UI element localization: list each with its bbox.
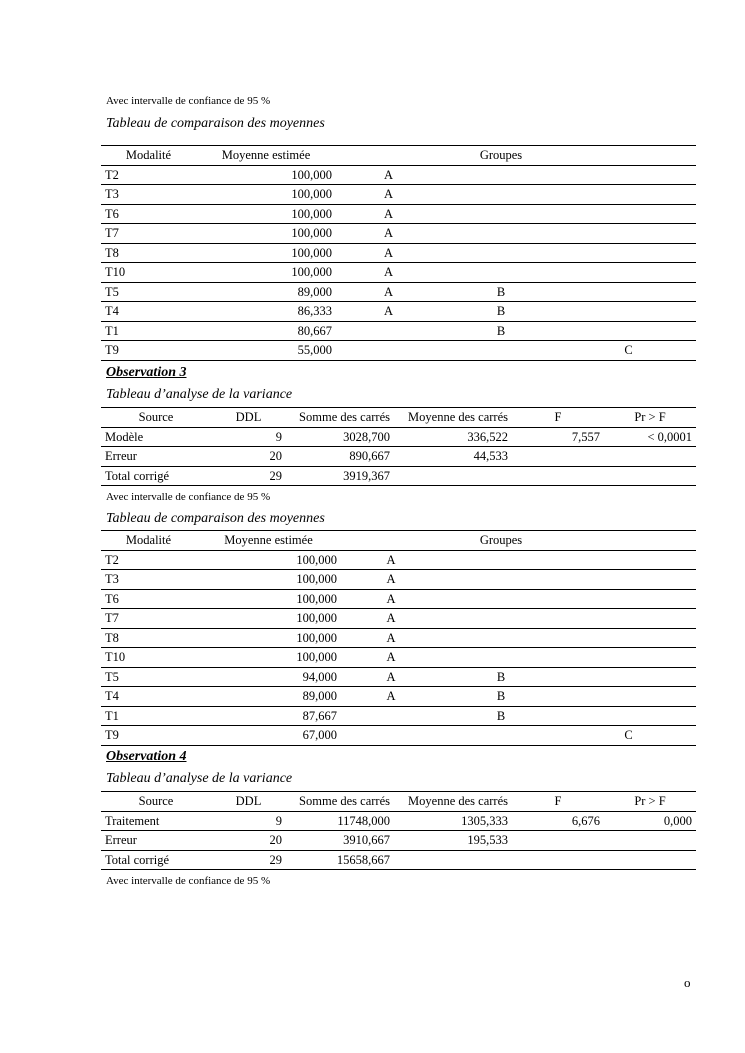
cell-group-c [561,570,696,590]
cell-modalite: T4 [101,302,196,322]
header-ddl: DDL [211,408,286,428]
cell-ddl: 20 [211,831,286,851]
cell-group-c [561,224,696,244]
comparison-caption: Tableau de comparaison des moyennes [106,116,325,131]
cell-group-a: A [336,282,441,302]
table-row [101,726,696,746]
cell-group-a: A [336,243,441,263]
header-sc: Somme des carrés [286,792,394,812]
cell-group-b [441,341,561,361]
cell-group-a [336,341,441,361]
table-row [101,706,696,726]
cell-modalite: T7 [101,609,196,629]
cell-moyenne: 100,000 [196,648,341,668]
cell-group-a: A [341,550,441,570]
cell-mc [394,850,512,870]
cell-modalite: T1 [101,706,196,726]
cell-source: Total corrigé [101,466,211,486]
header-sc: Somme des carrés [286,408,394,428]
cell-p [604,447,696,467]
table-row [101,687,696,707]
header-groupes: Groupes [441,146,561,166]
table-row [101,341,696,361]
cell-group-a: A [341,628,441,648]
table-row [101,667,696,687]
header-ddl: DDL [211,792,286,812]
cell-sc: 3910,667 [286,831,394,851]
table-row [101,648,696,668]
cell-sc: 3919,367 [286,466,394,486]
cell-f [512,850,604,870]
table-row [101,466,696,486]
table-row [101,185,696,205]
cell-group-b [441,628,561,648]
anova-header-row [101,408,696,428]
confidence-note-4: Avec intervalle de confiance de 95 % [106,875,271,887]
table-row [101,850,696,870]
cell-moyenne: 100,000 [196,263,336,283]
cell-modalite: T8 [101,628,196,648]
cell-group-c [561,589,696,609]
table-row [101,282,696,302]
cell-sc: 890,667 [286,447,394,467]
cell-moyenne: 87,667 [196,706,341,726]
cell-group-a: A [336,263,441,283]
header-modalite: Modalité [101,531,196,551]
cell-ddl: 9 [211,811,286,831]
cell-group-c [561,263,696,283]
cell-modalite: T10 [101,263,196,283]
cell-modalite: T4 [101,687,196,707]
cell-moyenne: 100,000 [196,589,341,609]
cell-modalite: T7 [101,224,196,244]
cell-modalite: T6 [101,589,196,609]
cell-group-a [336,321,441,341]
cell-source: Traitement [101,811,211,831]
cell-modalite: T5 [101,282,196,302]
cell-group-a [341,706,441,726]
cell-group-b: B [441,282,561,302]
anova-caption-4: Tableau d’analyse de la variance [106,771,293,786]
cell-group-c [561,321,696,341]
table-row [101,831,696,851]
cell-group-c [561,706,696,726]
header-source: Source [101,408,211,428]
comparison-table-1 [101,145,696,361]
table-row [101,302,696,322]
comparison-table-2 [101,530,696,746]
cell-f: 6,676 [512,811,604,831]
cell-group-b [441,589,561,609]
cell-group-a [341,726,441,746]
cell-group-a: A [341,570,441,590]
cell-group-b [441,224,561,244]
cell-group-c [561,628,696,648]
cell-group-c: C [561,341,696,361]
cell-modalite: T9 [101,341,196,361]
cell-p: < 0,0001 [604,427,696,447]
cell-sc: 3028,700 [286,427,394,447]
cell-moyenne: 100,000 [196,185,336,205]
cell-ddl: 9 [211,427,286,447]
cell-sc: 15658,667 [286,850,394,870]
table-row [101,570,696,590]
table-row [101,609,696,629]
cell-moyenne: 80,667 [196,321,336,341]
cell-moyenne: 86,333 [196,302,336,322]
cell-moyenne: 100,000 [196,609,341,629]
cell-group-a: A [336,185,441,205]
cell-moyenne: 100,000 [196,204,336,224]
cell-moyenne: 67,000 [196,726,341,746]
comparison-caption-3: Tableau de comparaison des moyennes [106,511,325,526]
table-row [101,589,696,609]
cell-group-c [561,667,696,687]
cell-moyenne: 100,000 [196,165,336,185]
comparison-header-row [101,531,696,551]
cell-p [604,831,696,851]
confidence-note-3: Avec intervalle de confiance de 95 % [106,491,271,503]
cell-group-c [561,282,696,302]
cell-moyenne: 100,000 [196,243,336,263]
observation-4-title: Observation 4 [106,749,187,764]
cell-group-b: B [441,302,561,322]
cell-group-c [561,687,696,707]
cell-mc: 1305,333 [394,811,512,831]
table-row [101,224,696,244]
cell-moyenne: 100,000 [196,550,341,570]
cell-group-b [441,165,561,185]
cell-group-c [561,185,696,205]
cell-group-a: A [341,687,441,707]
confidence-note: Avec intervalle de confiance de 95 % [106,95,271,107]
header-p: Pr > F [604,408,696,428]
cell-modalite: T3 [101,185,196,205]
cell-source: Erreur [101,447,211,467]
cell-group-b [441,570,561,590]
cell-moyenne: 89,000 [196,687,341,707]
anova-table-4 [101,791,696,870]
table-row [101,204,696,224]
cell-mc: 195,533 [394,831,512,851]
cell-group-b: B [441,321,561,341]
cell-group-b: B [441,687,561,707]
cell-group-b: B [441,706,561,726]
header-mc: Moyenne des carrés [394,792,512,812]
cell-group-b [441,243,561,263]
cell-f: 7,557 [512,427,604,447]
header-moyenne: Moyenne estimée [196,146,336,166]
cell-moyenne: 100,000 [196,224,336,244]
cell-group-a: A [336,224,441,244]
header-source: Source [101,792,211,812]
table-row [101,811,696,831]
cell-group-c [561,302,696,322]
cell-p: 0,000 [604,811,696,831]
anova-header-row [101,792,696,812]
table-row [101,628,696,648]
cell-group-c [561,648,696,668]
cell-modalite: T8 [101,243,196,263]
comparison-header-row [101,146,696,166]
cell-group-c [561,204,696,224]
header-f: F [512,408,604,428]
cell-group-b [441,263,561,283]
cell-sc: 11748,000 [286,811,394,831]
header-modalite: Modalité [101,146,196,166]
cell-ddl: 29 [211,466,286,486]
header-moyenne: Moyenne estimée [196,531,341,551]
cell-modalite: T5 [101,667,196,687]
cell-group-c: C [561,726,696,746]
cell-group-b [441,550,561,570]
anova-table-3 [101,407,696,486]
cell-group-b [441,726,561,746]
cell-group-b [441,648,561,668]
table-row [101,263,696,283]
cell-group-c [561,609,696,629]
cell-group-a: A [336,302,441,322]
cell-moyenne: 89,000 [196,282,336,302]
cell-moyenne: 94,000 [196,667,341,687]
cell-group-c [561,165,696,185]
cell-mc [394,466,512,486]
cell-moyenne: 55,000 [196,341,336,361]
cell-group-b [441,204,561,224]
cell-group-b: B [441,667,561,687]
table-row [101,243,696,263]
anova-caption-3: Tableau d’analyse de la variance [106,387,293,402]
cell-group-a: A [341,609,441,629]
cell-source: Total corrigé [101,850,211,870]
cell-p [604,466,696,486]
cell-moyenne: 100,000 [196,628,341,648]
cell-group-c [561,243,696,263]
cell-group-b [441,185,561,205]
cell-moyenne: 100,000 [196,570,341,590]
cell-group-a: A [336,204,441,224]
header-mc: Moyenne des carrés [394,408,512,428]
cell-mc: 336,522 [394,427,512,447]
cell-f [512,831,604,851]
table-row [101,165,696,185]
cell-mc: 44,533 [394,447,512,467]
table-row [101,447,696,467]
cell-source: Erreur [101,831,211,851]
cell-modalite: T2 [101,550,196,570]
table-row [101,550,696,570]
cell-group-b [441,609,561,629]
cell-group-a: A [341,589,441,609]
cell-ddl: 29 [211,850,286,870]
cell-f [512,466,604,486]
cell-group-a: A [341,667,441,687]
cell-modalite: T10 [101,648,196,668]
cell-ddl: 20 [211,447,286,467]
page-number: o [684,975,691,990]
cell-modalite: T1 [101,321,196,341]
cell-modalite: T3 [101,570,196,590]
cell-source: Modèle [101,427,211,447]
table-row [101,321,696,341]
cell-f [512,447,604,467]
cell-group-c [561,550,696,570]
cell-group-a: A [336,165,441,185]
cell-modalite: T6 [101,204,196,224]
cell-modalite: T9 [101,726,196,746]
header-f: F [512,792,604,812]
cell-p [604,850,696,870]
cell-group-a: A [341,648,441,668]
header-p: Pr > F [604,792,696,812]
table-row [101,427,696,447]
cell-modalite: T2 [101,165,196,185]
header-groupes: Groupes [441,531,561,551]
observation-3-title: Observation 3 [106,365,187,380]
